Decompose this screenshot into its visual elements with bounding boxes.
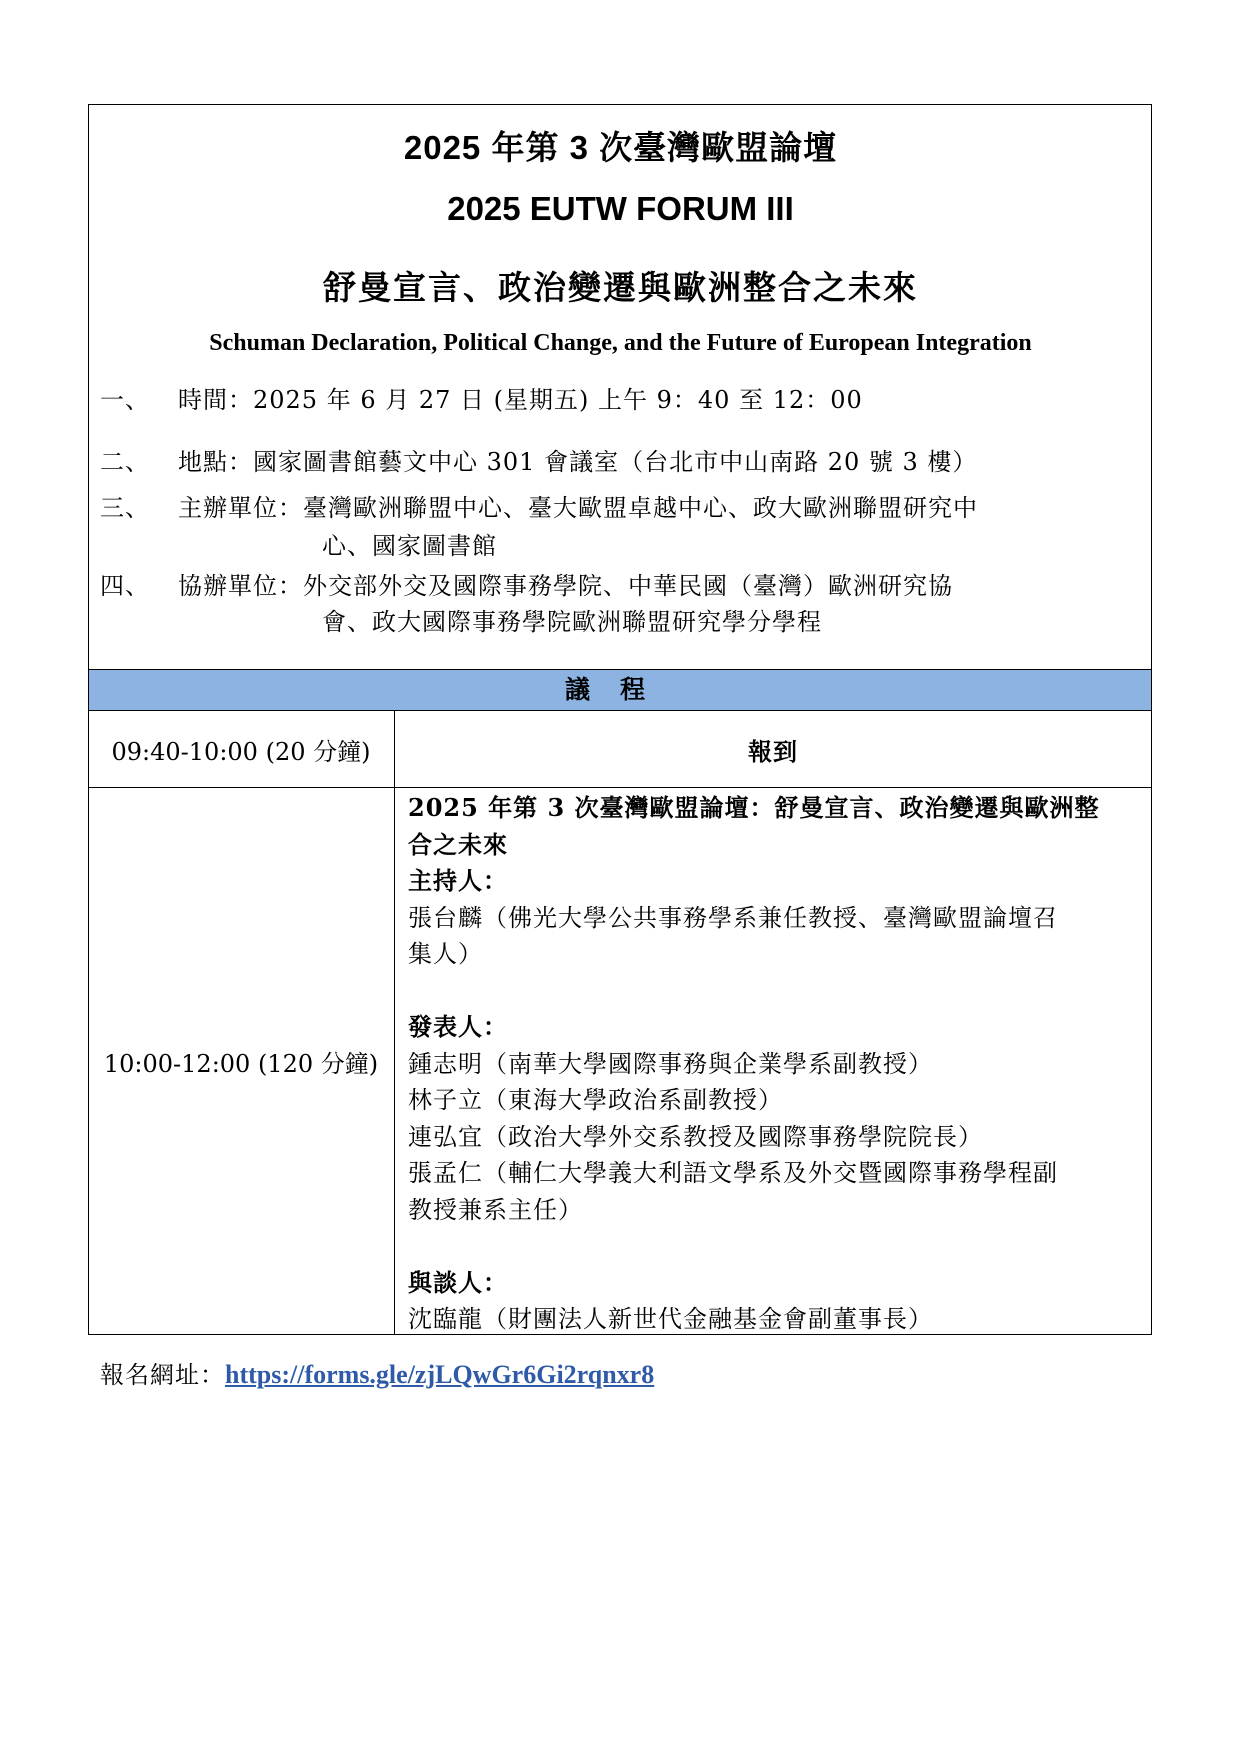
host-name: 張台麟（佛光大學公共事務學系兼任教授、臺灣歐盟論壇召 bbox=[408, 903, 1058, 932]
info-number: 四、 bbox=[100, 572, 150, 600]
info-label: 地點： bbox=[178, 448, 253, 476]
forum-title-en: 2025 EUTW FORUM III bbox=[447, 190, 794, 227]
info-number: 一、 bbox=[100, 386, 150, 414]
info-value: 2025 年 6 月 27 日 (星期五) 上午 9：40 至 12：00 bbox=[253, 386, 863, 414]
forum-theme-en: Schuman Declaration, Political Change, and the Future of European Integration bbox=[209, 330, 1032, 356]
info-value: 國家圖書館藝文中心 301 會議室（台北市中山南路 20 號 3 樓） bbox=[253, 448, 978, 476]
table-column-divider bbox=[394, 711, 395, 1335]
forum-title-zh: 2025 年第 3 次臺灣歐盟論壇 bbox=[403, 129, 838, 166]
agenda-row-activity bbox=[408, 790, 1146, 1338]
agenda-row-time: 09:40-10:00 (20 分鐘) bbox=[111, 737, 371, 766]
info-organizers bbox=[100, 488, 978, 523]
registration-line bbox=[100, 1355, 654, 1390]
session-title: 2025 年第 3 次臺灣歐盟論壇：舒曼宣言、政治變遷與歐洲整 bbox=[408, 793, 1100, 822]
agenda-row-activity: 報到 bbox=[748, 736, 798, 766]
agenda-header: 議程 bbox=[88, 669, 1152, 711]
registration-link[interactable]: https://forms.gle/zjLQwGr6Gi2rqnxr8 bbox=[225, 1360, 655, 1389]
speaker: 鍾志明（南華大學國際事務與企業學系副教授） bbox=[408, 1049, 933, 1078]
info-label: 主辦單位： bbox=[178, 494, 303, 522]
agenda-row-time: 10:00-12:00 (120 分鐘) bbox=[103, 1049, 379, 1078]
forum-theme-zh: 舒曼宣言、政治變遷與歐洲整合之未來 bbox=[323, 268, 918, 307]
host-label: 主持人： bbox=[408, 866, 508, 895]
discussant: 沈臨龍（財團法人新世代金融基金會副董事長） bbox=[408, 1305, 933, 1333]
info-label: 時間： bbox=[178, 386, 253, 414]
info-organizers-cont: 心、國家圖書館 bbox=[322, 532, 497, 560]
discussant-label: 與談人： bbox=[408, 1267, 508, 1297]
session-title-cont: 合之未來 bbox=[408, 829, 508, 859]
info-value: 外交部外交及國際事務學院、中華民國（臺灣）歐洲研究協 bbox=[303, 572, 953, 600]
speaker-cont: 教授兼系主任） bbox=[408, 1195, 583, 1224]
speaker: 林子立（東海大學政治系副教授） bbox=[408, 1086, 783, 1114]
info-time bbox=[100, 380, 863, 415]
info-venue bbox=[100, 442, 977, 477]
speakers-label: 發表人： bbox=[408, 1012, 508, 1041]
info-co-organizers bbox=[100, 566, 953, 601]
registration-label: 報名網址： bbox=[100, 1361, 225, 1389]
speaker: 連弘宜（政治大學外交系教授及國際事務學院院長） bbox=[408, 1122, 983, 1151]
info-value: 臺灣歐洲聯盟中心、臺大歐盟卓越中心、政大歐洲聯盟研究中 bbox=[303, 494, 978, 522]
speaker: 張孟仁（輔仁大學義大利語文學系及外交暨國際事務學程副 bbox=[408, 1159, 1058, 1187]
info-label: 協辦單位： bbox=[178, 572, 303, 600]
info-number: 二、 bbox=[100, 448, 150, 476]
info-number: 三、 bbox=[100, 494, 150, 522]
info-co-organizers-cont: 會、政大國際事務學院歐洲聯盟研究學分學程 bbox=[322, 608, 822, 636]
host-name-cont: 集人） bbox=[408, 940, 483, 968]
